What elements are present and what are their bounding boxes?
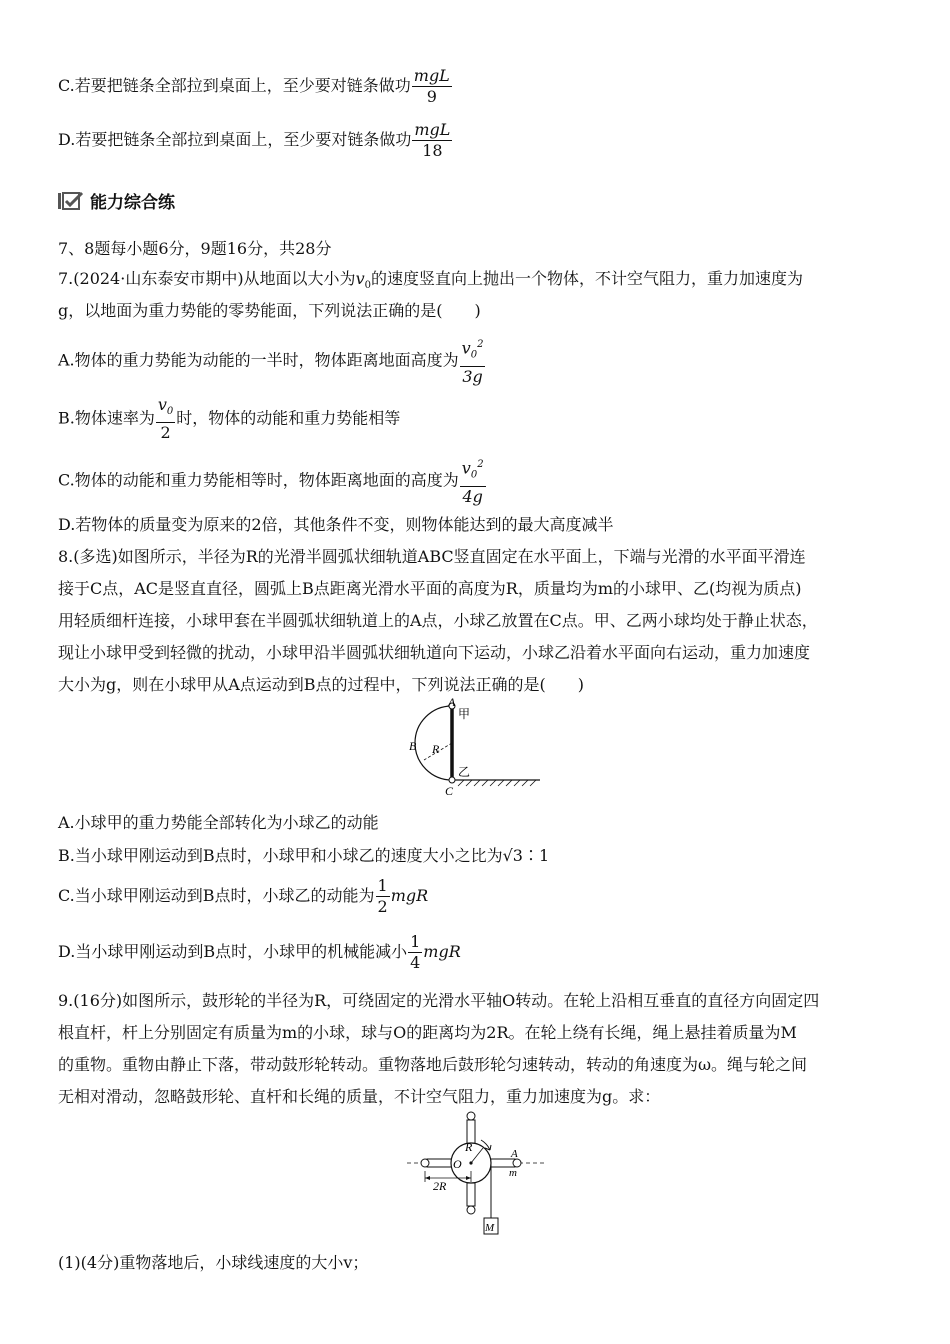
label-r: R xyxy=(465,1140,473,1154)
label-c: C xyxy=(445,784,454,798)
q8-stem-line2: 接于C点，AC是竖直直径，圆弧上B点距离光滑水平面的高度为R，质量均为m的小球甲、乙(均视为质点) xyxy=(58,579,802,598)
q8-figure xyxy=(400,698,550,798)
q9-stem-line1: 9.(16分)如图所示，鼓形轮的半径为R，可绕固定的光滑水平轴O转动。在轮上沿相互垂直的直径方向固定四 xyxy=(58,991,820,1010)
q7-stem-line2: g，以地面为重力势能的零势能面，下列说法正确的是( ) xyxy=(58,301,481,320)
q8-option-d: D.当小球甲刚运动到B点时，小球甲的机械能减小 $\frac{1}{4}$ mgR xyxy=(58,932,461,972)
q8-stem-line5: 大小为g，则在小球甲从A点运动到B点的过程中，下列说法正确的是( ) xyxy=(58,675,585,694)
q9-stem-line4: 无相对滑动，忽略鼓形轮、直杆和长绳的质量，不计空气阻力，重力加速度为g。求： xyxy=(58,1087,661,1106)
fraction: $\frac{1}{4}$ xyxy=(410,932,421,972)
q8-stem-line3: 用轻质细杆连接，小球甲套在半圆弧状细轨道上的A点，小球乙放置在C点。甲、乙两小球均处于静止状态， xyxy=(58,611,818,630)
section-heading xyxy=(58,188,175,213)
fraction: $\frac{\text{mgL}}{18}$ xyxy=(414,120,451,160)
fraction: $\frac{1}{2}$ xyxy=(377,876,388,916)
fraction: $\frac{v_0^2}{4g}$ xyxy=(460,455,486,507)
q8-option-c: C.当小球甲刚运动到B点时，小球乙的动能为 $\frac{1}{2}$ mgR xyxy=(58,876,429,916)
label-r: R xyxy=(432,742,440,756)
q7-option-b: B.物体速率为 $\frac{v_0}{2}$ 时，物体的动能和重力势能相等 xyxy=(58,395,401,443)
section-title: 能力综合练 xyxy=(90,193,175,213)
q7-option-a: A.物体的重力势能为动能的一半时，物体距离地面高度为 $\frac{v_0^2}{3g}$ xyxy=(58,335,486,387)
q8-stem-line4: 现让小球甲受到轻微的扰动，小球甲沿半圆弧状细轨道向下运动，小球乙沿着水平面向右运动，重力加速度 xyxy=(58,643,811,662)
q6-option-c: C.若要把链条全部拉到桌面上，至少要对链条做功 $\frac{\text{mgL}}{9}$ xyxy=(58,66,450,106)
label-heavy-m: M xyxy=(485,1222,495,1234)
fraction: $\frac{v_0^2}{3g}$ xyxy=(460,335,486,387)
q7-option-d: D.若物体的质量变为原来的2倍，其他条件不变，则物体能达到的最大高度减半 xyxy=(58,515,614,534)
checklist-icon xyxy=(58,192,84,210)
q9-figure xyxy=(405,1108,550,1240)
label-m: m xyxy=(509,1167,517,1179)
q8-option-a: A.小球甲的重力势能全部转化为小球乙的动能 xyxy=(58,813,379,832)
fraction: $\frac{v_0}{2}$ xyxy=(157,395,174,443)
label-a: A xyxy=(448,698,456,709)
label-b: B xyxy=(409,739,417,753)
label-yi: 乙 xyxy=(458,765,471,779)
q7-stem-line1: 7.(2024·山东泰安市期中)从地面以大小为$v_0$的速度竖直向上抛出一个物体，不计空气阻力，重力加速度为 xyxy=(58,269,803,292)
q6-option-d: D.若要把链条全部拉到桌面上，至少要对链条做功 $\frac{\text{mgL}}{18}$ xyxy=(58,120,451,160)
fraction: $\frac{\text{mgL}}{9}$ xyxy=(413,66,450,106)
scoring-note: 7、8题每小题6分，9题16分，共28分 xyxy=(58,239,332,258)
q8-stem-line1: 8.(多选)如图所示，半径为R的光滑半圆弧状细轨道ABC竖直固定在水平面上，下端与光滑的水平面平滑连 xyxy=(58,547,806,566)
q9-stem-line3: 的重物。重物由静止下落，带动鼓形轮转动。重物落地后鼓形轮匀速转动，转动的角速度为ω。绳与轮之间 xyxy=(58,1055,808,1074)
q8-option-b: B.当小球甲刚运动到B点时，小球甲和小球乙的速度大小之比为√3∶1 xyxy=(58,846,550,865)
label-o: O xyxy=(453,1157,462,1171)
q9-stem-line2: 根直杆，杆上分别固定有质量为m的小球，球与O的距离均为2R。在轮上绕有长绳，绳上悬挂着质量为M xyxy=(58,1023,797,1042)
q9-subquestion-1: (1)(4分)重物落地后，小球线速度的大小v； xyxy=(58,1253,369,1272)
label-a: A xyxy=(511,1148,518,1160)
label-jia: 甲 xyxy=(458,707,471,721)
label-2r: 2R xyxy=(433,1179,447,1193)
q7-option-c: C.物体的动能和重力势能相等时，物体距离地面的高度为 $\frac{v_0^2}{4g}$ xyxy=(58,455,487,507)
